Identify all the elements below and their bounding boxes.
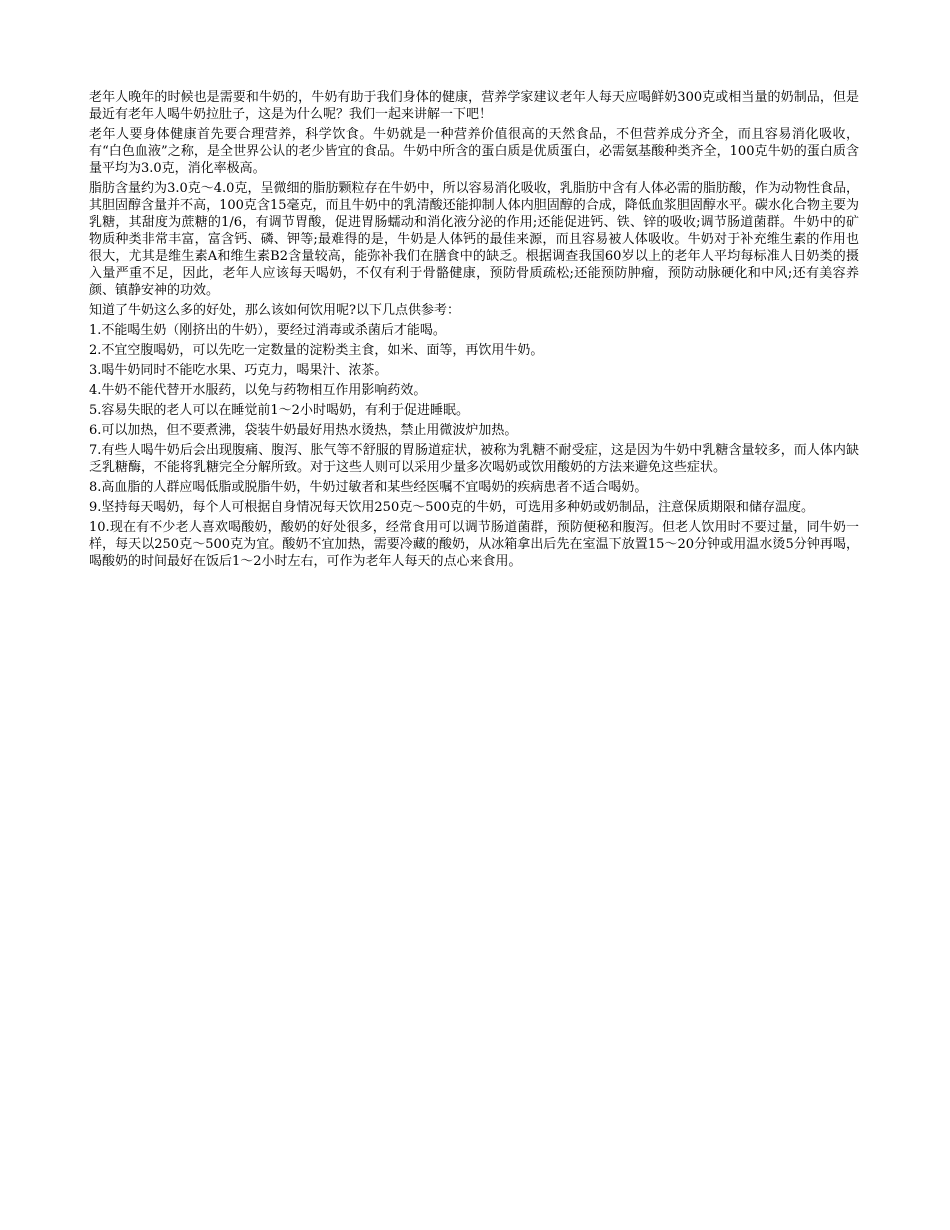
tip-item-3: 3.喝牛奶同时不能吃水果、巧克力，喝果汁、浓茶。	[89, 363, 388, 378]
nutrition-paragraph: 老年人要身体健康首先要合理营养，科学饮食。牛奶就是一种营养价值很高的天然食品，不但营养成分齐全，而且容易消化吸收，有“白色血液”之称，是全世界公认的老少皆宜的食品。牛奶中所含的蛋白质是优质蛋白，必需氨基酸种类齐全，100克牛奶的蛋白质含量平均为3.0克，消化率极高。	[89, 127, 859, 176]
tip-item-10: 10.现在有不少老人喜欢喝酸奶，酸奶的好处很多，经常食用可以调节肠道菌群，预防便秘和腹泻。但老人饮用时不要过量，同牛奶一样，每天以250克～500克为宜。酸奶不宜加热，需要冷藏的酸奶，从冰箱拿出后先在室温下放置15～20分钟或用温水烫5分钟再喝，喝酸奶的时间最好在饭后1～2小时左右，可作为老年人每天的点心来食用。	[89, 520, 859, 569]
tips-intro-paragraph: 知道了牛奶这么多的好处，那么该如何饮用呢?以下几点供参考：	[89, 303, 460, 318]
intro-paragraph: 老年人晚年的时候也是需要和牛奶的，牛奶有助于我们身体的健康，营养学家建议老年人每天应喝鲜奶300克或相当量的奶制品，但是最近有老年人喝牛奶拉肚子，这是为什么呢？我们一起来讲解一下吧！	[89, 90, 859, 122]
tip-item-9: 9.坚持每天喝奶，每个人可根据自身情况每天饮用250克～500克的牛奶，可选用多种奶或奶制品，注意保质期限和储存温度。	[89, 500, 815, 515]
tip-item-5: 5.容易失眠的老人可以在睡觉前1～2小时喝奶，有利于促进睡眠。	[89, 403, 469, 418]
tip-item-7: 7.有些人喝牛奶后会出现腹痛、腹泻、胀气等不舒服的胃肠道症状，被称为乳糖不耐受症，这是因为牛奶中乳糖含量较多，而人体内缺乏乳糖酶，不能将乳糖完全分解所致。对于这些人则可以采用少量多次喝奶或饮用酸奶的方法来避免这些症状。	[89, 443, 859, 475]
tip-item-8: 8.高血脂的人群应喝低脂或脱脂牛奶，牛奶过敏者和某些经医嘱不宜喝奶的疾病患者不适合喝奶。	[89, 480, 648, 495]
document-page	[89, 89, 859, 573]
tip-item-2: 2.不宜空腹喝奶，可以先吃一定数量的淀粉类主食，如米、面等，再饮用牛奶。	[89, 343, 544, 358]
tip-item-6: 6.可以加热，但不要煮沸，袋装牛奶最好用热水烫热，禁止用微波炉加热。	[89, 423, 518, 438]
fat-content-paragraph: 脂肪含量约为3.0克～4.0克，呈微细的脂肪颗粒存在牛奶中，所以容易消化吸收，乳脂肪中含有人体必需的脂肪酸，作为动物性食品，其胆固醇含量并不高，100克含15毫克，而且牛奶中的乳清酸还能抑制人体内胆固醇的合成，降低血浆胆固醇水平。碳水化合物主要为乳糖，其甜度为蔗糖的1/6，有调节胃酸，促进胃肠蠕动和消化液分泌的作用;还能促进钙、铁、锌的吸收;调节肠道菌群。牛奶中的矿物质种类非常丰富，富含钙、磷、钾等;最难得的是，牛奶是人体钙的最佳来源，而且容易被人体吸收。牛奶对于补充维生素的作用也很大，尤其是维生素A和维生素B2含量较高，能弥补我们在膳食中的缺乏。根据调查我国60岁以上的老年人平均每标准人日奶类的摄入量严重不足，因此，老年人应该每天喝奶，不仅有利于骨骼健康，预防骨质疏松;还能预防肿瘤，预防动脉硬化和中风;还有美容养颜、镇静安神的功效。	[89, 181, 859, 298]
tip-item-1: 1.不能喝生奶（刚挤出的牛奶），要经过消毒或杀菌后才能喝。	[89, 323, 446, 338]
tip-item-4: 4.牛奶不能代替开水服药，以免与药物相互作用影响药效。	[89, 383, 427, 398]
